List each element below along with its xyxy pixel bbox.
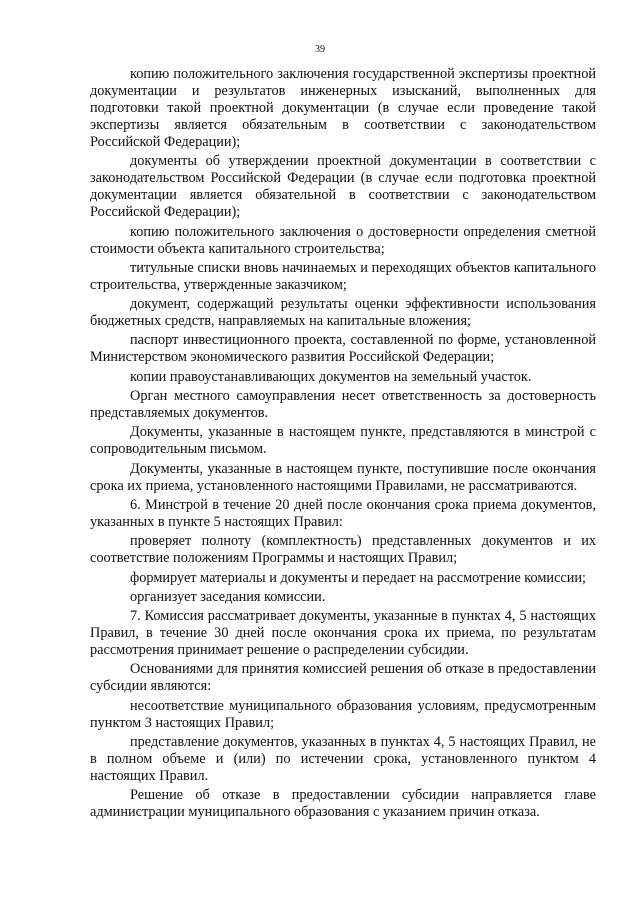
- paragraph: Документы, указанные в настоящем пункте, представляются в минстрой с сопроводительным письмом.: [90, 424, 596, 458]
- paragraph: титульные списки вновь начинаемых и переходящих объектов капитального строительства, утвержденные заказчиком;: [90, 259, 596, 293]
- paragraph: Орган местного самоуправления несет ответственность за достоверность представляемых документов.: [90, 388, 596, 422]
- paragraph: Основаниями для принятия комиссией решения об отказе в предоставлении субсидии являются:: [90, 661, 596, 695]
- paragraph: 6. Минстрой в течение 20 дней после окончания срока приема документов, указанных в пункте 5 настоящих Правил:: [90, 496, 596, 530]
- paragraph: 7. Комиссия рассматривает документы, указанные в пунктах 4, 5 настоящих Правил, в течение 30 дней после окончания срока их приема, по результатам рассмотрения принимает решение о распределении субсидии.: [90, 608, 596, 659]
- paragraph: представление документов, указанных в пунктах 4, 5 настоящих Правил, не в полном объеме и (или) по истечении срока, установленного пунктом 4 настоящих Правил.: [90, 734, 596, 785]
- paragraph: копии правоустанавливающих документов на земельный участок.: [130, 368, 532, 385]
- paragraph: Решение об отказе в предоставлении субсидии направляется главе администрации муниципального образования с указанием причин отказа.: [90, 787, 596, 821]
- paragraph: проверяет полноту (комплектность) представленных документов и их соответствие положениям Программы и настоящих Правил;: [90, 533, 596, 567]
- page-number: 39: [315, 44, 325, 55]
- paragraph: паспорт инвестиционного проекта, составленной по форме, установленной Министерством экономического развития Российской Федерации;: [90, 332, 596, 366]
- paragraph: Документы, указанные в настоящем пункте, поступившие после окончания срока их приема, установленного настоящими Правилами, не рассматриваются.: [90, 460, 596, 494]
- document-body: [90, 66, 596, 824]
- paragraph: копию положительного заключения о достоверности определения сметной стоимости объекта капитального строительства;: [90, 223, 596, 257]
- paragraph: организует заседания комиссии.: [130, 588, 326, 605]
- paragraph: несоответствие муниципального образования условиям, предусмотренным пунктом 3 настоящих Правил;: [90, 697, 596, 731]
- paragraph: формирует материалы и документы и передает на рассмотрение комиссии;: [130, 569, 587, 586]
- paragraph: копию положительного заключения государственной экспертизы проектной документации и результатов инженерных изысканий, выполненных для подготовки такой проектной документации (в случае если проведение такой экспертизы является обязательным в соответствии с законодательством Российской Федерации);: [90, 66, 596, 150]
- paragraph: документы об утверждении проектной документации в соответствии с законодательством Российской Федерации (в случае если подготовка проектной документации является обязательной в соответствии с законодательством Российской Федерации);: [90, 153, 596, 221]
- paragraph: документ, содержащий результаты оценки эффективности использования бюджетных средств, направляемых на капитальные вложения;: [90, 296, 596, 330]
